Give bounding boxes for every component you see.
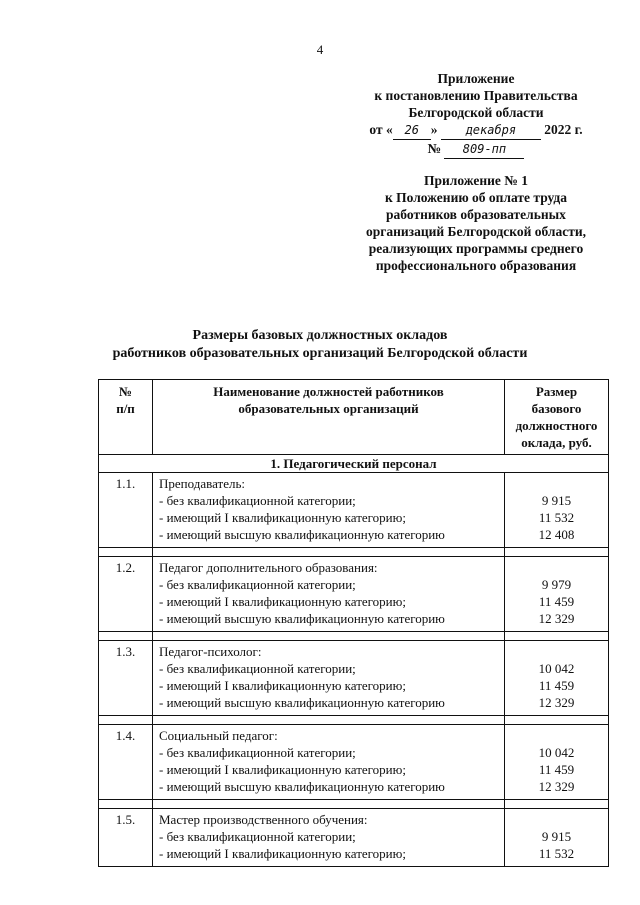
category-label: - имеющий I квалификационную категорию;: [159, 594, 406, 609]
date-prefix: от «: [369, 122, 393, 137]
salary-value: 10 042: [538, 745, 575, 760]
header-name-line-1: Наименование должностей работников: [213, 384, 444, 399]
position-title: Социальный педагог:: [159, 728, 278, 743]
category-label: - имеющий I квалификационную категорию;: [159, 846, 406, 861]
salary-value: 9 979: [541, 577, 572, 592]
date-month: декабря: [441, 122, 541, 140]
position-title: Мастер производственного обучения:: [159, 812, 368, 827]
header-size-line-3: должностного: [515, 418, 598, 433]
spacer-cell: [99, 800, 153, 809]
salary-value: 9 915: [541, 493, 572, 508]
header-num-line-2: п/п: [116, 401, 135, 416]
category-label: - без квалификационной категории;: [159, 745, 356, 760]
spacer-cell: [99, 548, 153, 557]
category-label: - имеющий I квалификационную категорию;: [159, 762, 406, 777]
category-label: - имеющий высшую квалификационную категорию: [159, 779, 445, 794]
position-cell: [153, 641, 505, 716]
document-title: [0, 327, 640, 363]
table-row: [99, 557, 609, 632]
row-number: 1.1.: [99, 473, 153, 548]
salary-value: 9 915: [541, 829, 572, 844]
salary-cell: [505, 809, 609, 867]
regulation-line-6: профессионального образования: [375, 258, 577, 273]
salary-cell: [505, 641, 609, 716]
category-label: - имеющий I квалификационную категорию;: [159, 678, 406, 693]
salary-value: 12 329: [538, 611, 575, 626]
spacer-cell: [505, 716, 609, 725]
appendix-header: [345, 70, 607, 159]
row-spacer: [99, 800, 609, 809]
category-label: - без квалификационной категории;: [159, 661, 356, 676]
salary-value: 12 329: [538, 695, 575, 710]
salary-cell: [505, 473, 609, 548]
appendix-label: Приложение: [437, 71, 515, 86]
row-spacer: [99, 548, 609, 557]
row-number: 1.4.: [99, 725, 153, 800]
spacer-cell: [505, 548, 609, 557]
spacer-cell: [153, 548, 505, 557]
salary-value: 10 042: [538, 661, 575, 676]
section-row: [99, 455, 609, 473]
salary-cell: [505, 725, 609, 800]
decree-date: [345, 121, 607, 140]
category-label: - имеющий I квалификационную категорию;: [159, 510, 406, 525]
table-row: [99, 641, 609, 716]
salary-value: 12 408: [538, 527, 575, 542]
appendix-decree-line: к постановлению Правительства: [374, 88, 578, 103]
regulation-line-4: организаций Белгородской области,: [365, 224, 587, 239]
salary-value: 11 459: [538, 678, 575, 693]
row-number: 1.3.: [99, 641, 153, 716]
position-cell: [153, 473, 505, 548]
section-title: 1. Педагогический персонал: [99, 455, 609, 473]
row-spacer: [99, 716, 609, 725]
spacer-cell: [153, 716, 505, 725]
salary-table: [98, 379, 609, 867]
table-row: [99, 809, 609, 867]
salary-value: 11 532: [538, 846, 575, 861]
regulation-appendix-header: [345, 172, 607, 274]
page-number: 4: [316, 42, 324, 57]
header-name: [153, 380, 505, 455]
header-size-line-4: оклада, руб.: [521, 435, 592, 450]
number-prefix: №: [427, 141, 442, 156]
salary-cell: [505, 557, 609, 632]
date-day: 26: [393, 122, 431, 140]
spacer-cell: [99, 716, 153, 725]
category-label: - имеющий высшую квалификационную категорию: [159, 611, 445, 626]
decree-number: [345, 140, 607, 159]
regulation-line-2: к Положению об оплате труда: [384, 190, 568, 205]
regulation-line-3: работников образовательных: [386, 207, 566, 222]
position-cell: [153, 725, 505, 800]
spacer-cell: [153, 632, 505, 641]
category-label: - имеющий высшую квалификационную категорию: [159, 695, 445, 710]
header-size-line-2: базового: [531, 401, 582, 416]
salary-value: 11 532: [538, 510, 575, 525]
regulation-appendix-label: Приложение № 1: [424, 173, 528, 188]
title-line-1: Размеры базовых должностных окладов: [192, 328, 448, 343]
salary-value: 11 459: [538, 594, 575, 609]
spacer-cell: [153, 800, 505, 809]
header-num-line-1: №: [118, 384, 133, 399]
position-cell: [153, 557, 505, 632]
category-label: - без квалификационной категории;: [159, 829, 356, 844]
position-title: Преподаватель:: [159, 476, 246, 491]
spacer-cell: [505, 800, 609, 809]
salary-value: 12 329: [538, 779, 575, 794]
spacer-cell: [505, 632, 609, 641]
category-label: - без квалификационной категории;: [159, 577, 356, 592]
date-mid: »: [430, 122, 438, 137]
regulation-line-5: реализующих программы среднего: [368, 241, 584, 256]
table-row: [99, 473, 609, 548]
header-size: [505, 380, 609, 455]
position-title: Педагог-психолог:: [159, 644, 262, 659]
category-label: - имеющий высшую квалификационную категорию: [159, 527, 445, 542]
row-spacer: [99, 632, 609, 641]
header-name-line-2: образовательных организаций: [238, 401, 419, 416]
row-number: 1.5.: [99, 809, 153, 867]
position-cell: [153, 809, 505, 867]
date-year: 2022 г.: [544, 122, 583, 137]
spacer-cell: [99, 632, 153, 641]
title-line-2: работников образовательных организаций Белгородской области: [112, 346, 528, 361]
table-row: [99, 725, 609, 800]
row-number: 1.2.: [99, 557, 153, 632]
position-title: Педагог дополнительного образования:: [159, 560, 378, 575]
appendix-region-line: Белгородской области: [408, 105, 544, 120]
header-num: [99, 380, 153, 455]
table-header-row: [99, 380, 609, 455]
number-value: 809-пп: [444, 141, 524, 159]
category-label: - без квалификационной категории;: [159, 493, 356, 508]
salary-value: 11 459: [538, 762, 575, 777]
header-size-line-1: Размер: [535, 384, 578, 399]
